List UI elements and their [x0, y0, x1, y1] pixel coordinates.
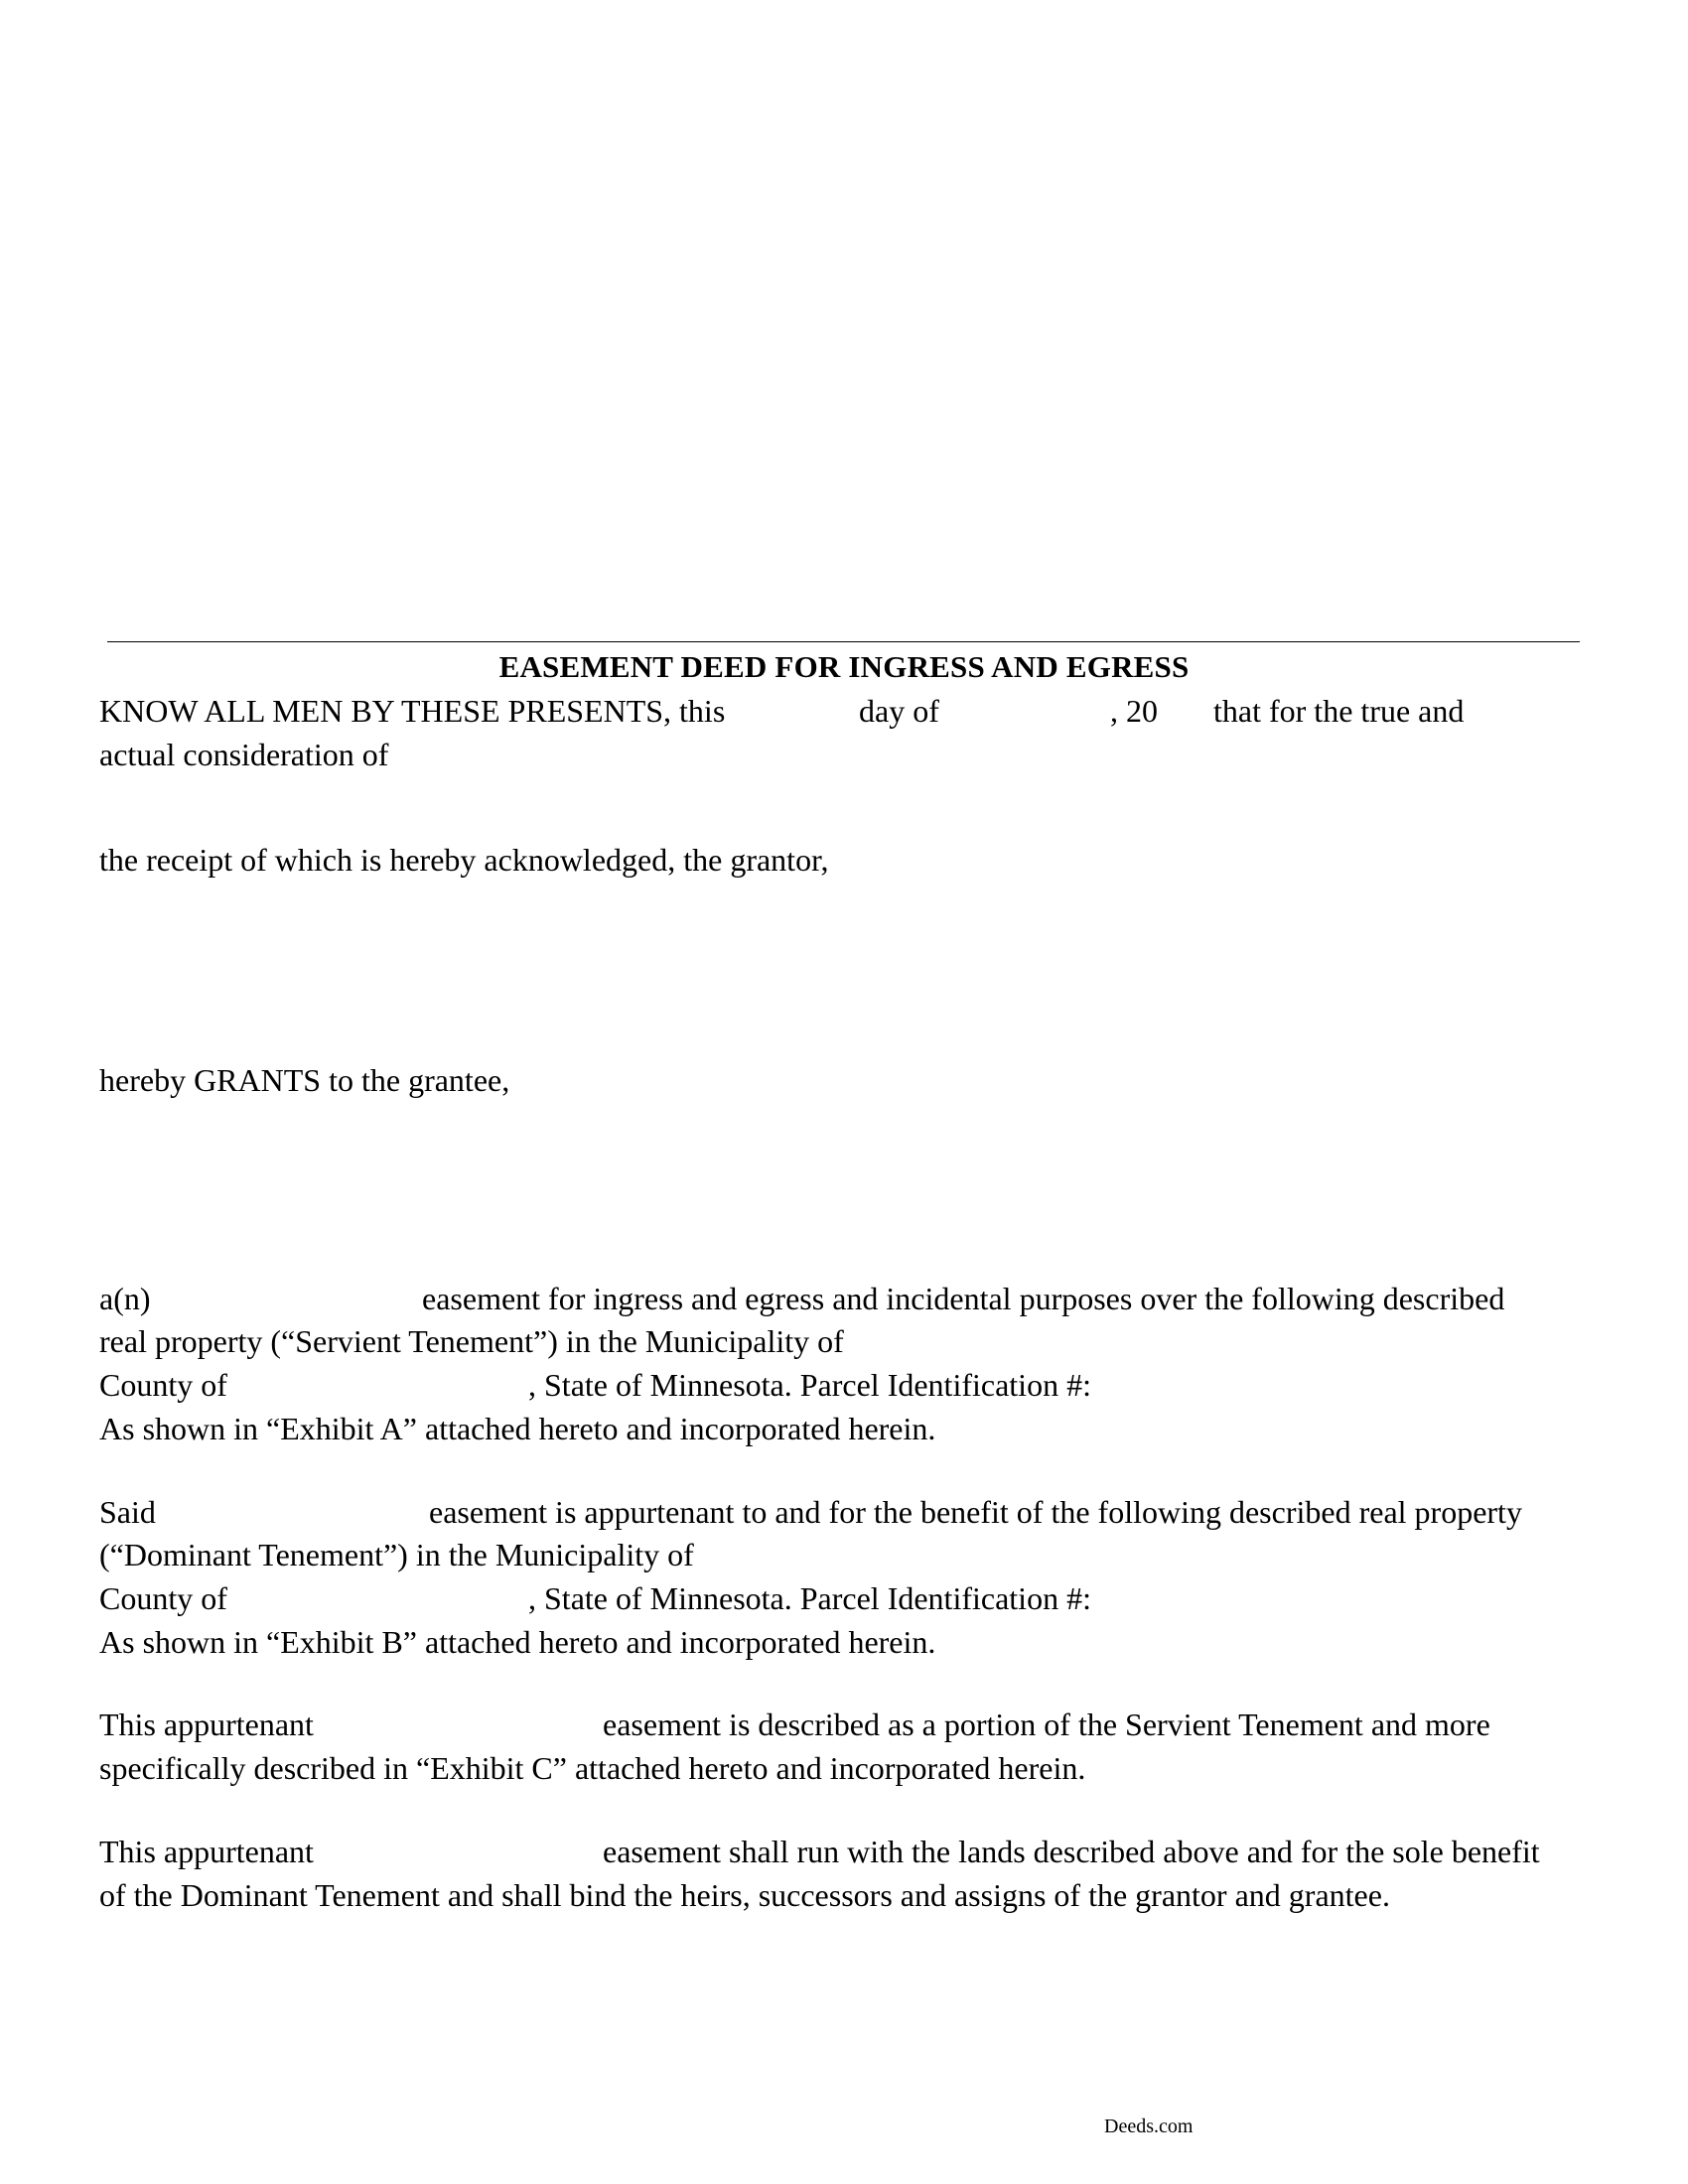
- intro-day-of: day of: [859, 693, 939, 729]
- intro-know-all: KNOW ALL MEN BY THESE PRESENTS, this: [99, 693, 726, 729]
- dominant-county-of: County of: [99, 1580, 227, 1616]
- dominant-line2: (“Dominant Tenement”) in the Municipality of: [99, 1537, 694, 1572]
- servient-line1: easement for ingress and egress and incidental purposes over the following described: [422, 1281, 1505, 1316]
- dominant-line1: easement is appurtenant to and for the benefit of the following described real property: [429, 1494, 1522, 1530]
- runs-line1: easement shall run with the lands described above and for the sole benefit: [603, 1834, 1540, 1869]
- description-line2: specifically described in “Exhibit C” attached hereto and incorporated herein.: [99, 1750, 1086, 1786]
- intro-consideration: actual consideration of: [99, 737, 389, 772]
- grants-line: hereby GRANTS to the grantee,: [99, 1062, 510, 1098]
- footer-watermark: Deeds.com: [1104, 2116, 1194, 2137]
- runs-line2: of the Dominant Tenement and shall bind the heirs, successors and assigns of the grantor and grantee.: [99, 1877, 1390, 1913]
- servient-line2: real property (“Servient Tenement”) in the Municipality of: [99, 1323, 844, 1359]
- dominant-exhibit: As shown in “Exhibit B” attached hereto and incorporated herein.: [99, 1624, 936, 1660]
- dominant-state: , State of Minnesota. Parcel Identification #:: [528, 1580, 1091, 1616]
- description-line1: easement is described as a portion of the Servient Tenement and more: [603, 1706, 1490, 1742]
- runs-this-appurtenant: This appurtenant: [99, 1834, 314, 1869]
- description-this-appurtenant: This appurtenant: [99, 1706, 314, 1742]
- intro-that-for: that for the true and: [1213, 693, 1465, 729]
- intro-year: , 20: [1110, 693, 1158, 729]
- servient-exhibit: As shown in “Exhibit A” attached hereto and incorporated herein.: [99, 1411, 936, 1446]
- receipt-line: the receipt of which is hereby acknowledged, the grantor,: [99, 842, 829, 878]
- header-divider: [107, 641, 1580, 642]
- servient-county-of: County of: [99, 1367, 227, 1403]
- dominant-said: Said: [99, 1494, 156, 1530]
- servient-a-n: a(n): [99, 1281, 151, 1316]
- document-title: EASEMENT DEED FOR INGRESS AND EGRESS: [498, 649, 1190, 684]
- servient-state: , State of Minnesota. Parcel Identification #:: [528, 1367, 1091, 1403]
